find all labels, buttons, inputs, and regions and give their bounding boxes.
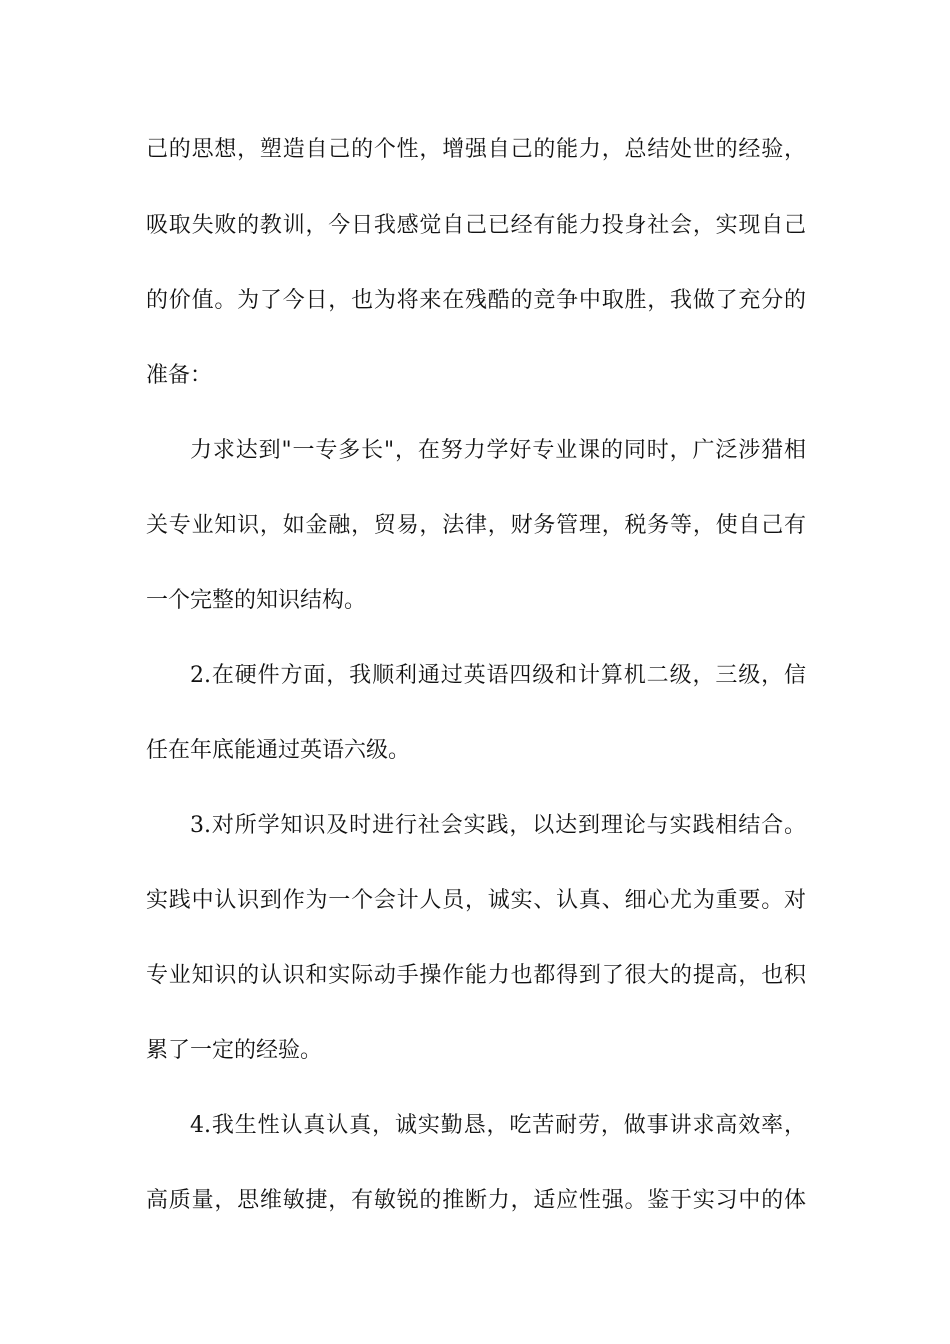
paragraph-line: 4.我生性认真认真，诚实勤恳，吃苦耐劳，做事讲求高效率，	[190, 1113, 806, 1138]
paragraph-line: 力求达到"一专多长"，在努力学好专业课的同时，广泛涉猎相	[190, 438, 806, 463]
paragraph-line: 累了一定的经验。	[146, 1038, 323, 1063]
paragraph-line: 吸取失败的教训，今日我感觉自己已经有能力投身社会，实现自己	[146, 213, 806, 238]
paragraph-line: 准备：	[146, 363, 213, 388]
paragraph-line: 关专业知识，如金融，贸易，法律，财务管理，税务等，使自己有	[146, 513, 806, 538]
paragraph-line: 实践中认识到作为一个会计人员，诚实、认真、细心尤为重要。对	[146, 888, 806, 913]
paragraph-line: 3.对所学知识及时进行社会实践，以达到理论与实践相结合。	[190, 813, 806, 838]
paragraph-line: 的价值。为了今日，也为将来在残酷的竞争中取胜，我做了充分的	[146, 288, 806, 313]
paragraph-line: 任在年底能通过英语六级。	[146, 738, 411, 763]
paragraph-line: 专业知识的认识和实际动手操作能力也都得到了很大的提高，也积	[146, 963, 806, 988]
paragraph-line: 一个完整的知识结构。	[146, 588, 367, 613]
paragraph-line: 己的思想，塑造自己的个性，增强自己的能力，总结处世的经验，	[146, 137, 806, 162]
paragraph-line: 2.在硬件方面，我顺利通过英语四级和计算机二级，三级，信	[190, 663, 806, 688]
paragraph-line: 高质量，思维敏捷，有敏锐的推断力，适应性强。鉴于实习中的体	[146, 1188, 806, 1213]
